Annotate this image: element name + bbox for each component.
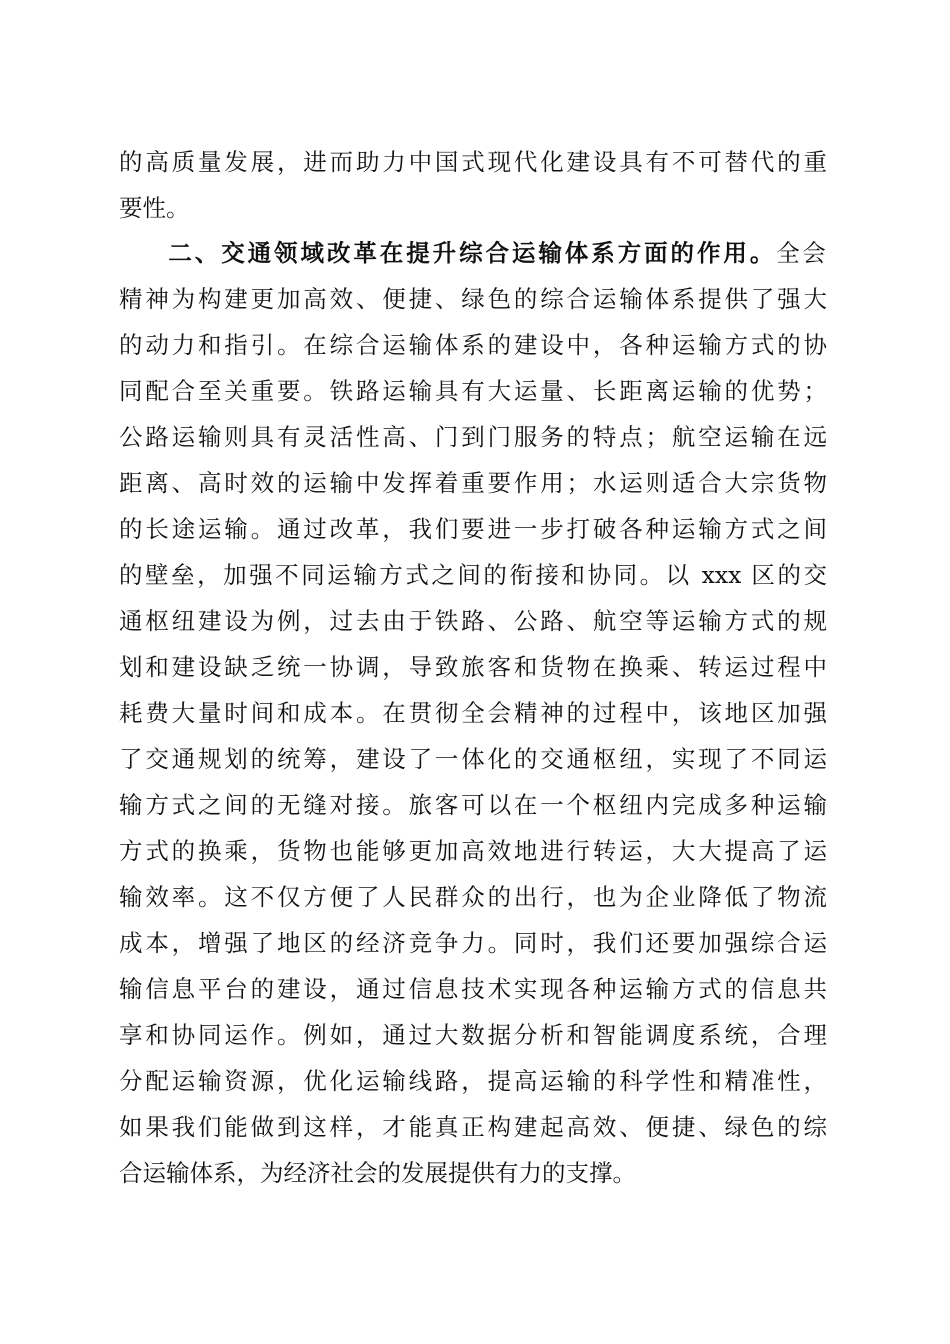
body-text-line: 的动力和指引。在综合运输体系的建设中，各种运输方式的协 (119, 331, 827, 359)
body-text-line: 的长途运输。通过改革，我们要进一步打破各种运输方式之间 (119, 515, 827, 543)
body-text-line: 耗费大量时间和成本。在贯彻全会精神的过程中，该地区加强 (119, 699, 827, 727)
body-text-line: 公路运输则具有灵活性高、门到门服务的特点；航空运输在远 (119, 423, 827, 451)
body-text-line: 通枢纽建设为例，过去由于铁路、公路、航空等运输方式的规 (119, 607, 827, 635)
body-text-line: 距离、高时效的运输中发挥着重要作用；水运则适合大宗货物 (119, 469, 827, 497)
body-text-line: 成本，增强了地区的经济竞争力。同时，我们还要加强综合运 (119, 929, 827, 957)
body-text-line: 享和协同运作。例如，通过大数据分析和智能调度系统，合理 (119, 1021, 827, 1049)
body-text-fragment: 全会 (776, 239, 827, 267)
body-text-line: 的壁垒，加强不同运输方式之间的衔接和协同。以 xxx 区的交 (119, 561, 827, 589)
body-text-line: 分配运输资源，优化运输线路，提高运输的科学性和精准性， (119, 1067, 827, 1095)
body-text-line: 同配合至关重要。铁路运输具有大运量、长距离运输的优势； (119, 377, 827, 405)
body-text-line: 输信息平台的建设，通过信息技术实现各种运输方式的信息共 (119, 975, 827, 1003)
body-text-line: 输方式之间的无缝对接。旅客可以在一个枢纽内完成多种运输 (119, 791, 827, 819)
body-text-line: 划和建设缺乏统一协调，导致旅客和货物在换乘、转运过程中 (119, 653, 827, 681)
body-text-line: 了交通规划的统筹，建设了一体化的交通枢纽，实现了不同运 (119, 745, 827, 773)
section-heading-line (119, 230, 827, 276)
body-text-line: 合运输体系，为经济社会的发展提供有力的支撑。 (119, 1159, 636, 1187)
body-text-line: 的高质量发展，进而助力中国式现代化建设具有不可替代的重 (119, 148, 827, 176)
body-text-line: 精神为构建更加高效、便捷、绿色的综合运输体系提供了强大 (119, 285, 827, 313)
section-heading: 二、交通领域改革在提升综合运输体系方面的作用。 (167, 239, 777, 267)
body-text-line: 输效率。这不仅方便了人民群众的出行，也为企业降低了物流 (119, 883, 827, 911)
body-text-line: 如果我们能做到这样，才能真正构建起高效、便捷、绿色的综 (119, 1113, 827, 1141)
body-text-line: 要性。 (119, 194, 190, 222)
body-text-line: 方式的换乘，货物也能够更加高效地进行转运，大大提高了运 (119, 837, 827, 865)
